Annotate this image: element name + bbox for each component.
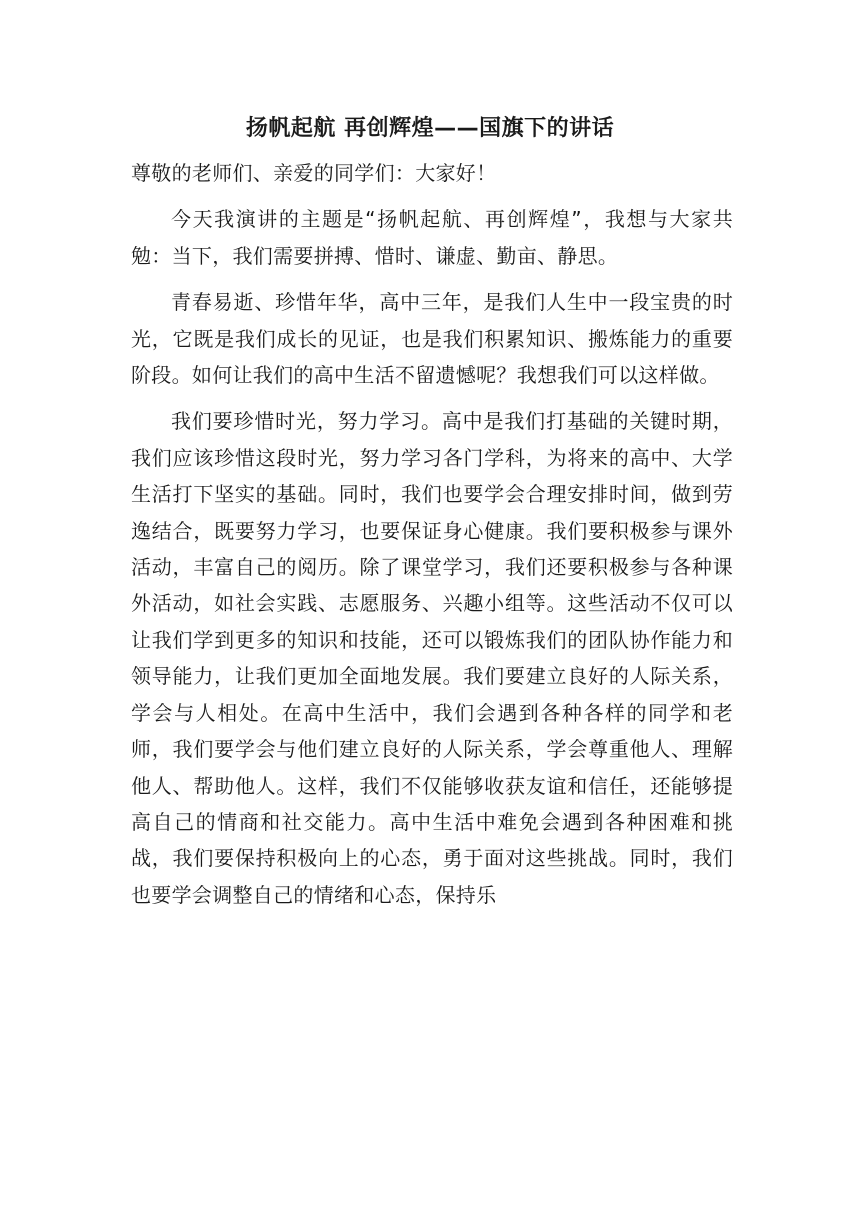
document-title: 扬帆起航 再创辉煌——国旗下的讲话 [245,116,615,141]
paragraph-3: 我们要珍惜时光，努力学习。高中是我们打基础的关键时期，我们应该珍惜这段时光，努力学习各门学科，为将来的高中、大学生活打下坚实的基础。同时，我们也要学会合理安排时间，做到劳逸结合，既要努力学习，也要保证身心健康。我们要积极参与课外活动，丰富自己的阅历。除了课堂学习，我们还要积极参与各种课外活动，如社会实践、志愿服务、兴趣小组等。这些活动不仅可以让我们学到更多的知识和技能，还可以锻炼我们的团队协作能力和领导能力，让我们更加全面地发展。我们要建立良好的人际关系，学会与人相处。在高中生活中，我们会遇到各种各样的同学和老师，我们要学会与他们建立良好的人际关系，学会尊重他人、理解他人、帮助他人。这样，我们不仅能够收获友谊和信任，还能够提高自己的情商和社交能力。高中生活中难免会遇到各种困难和挑战，我们要保持积极向上的心态，勇于面对这些挑战。同时，我们也要学会调整自己的情绪和心态，保持乐 [131,409,733,907]
greeting-line: 尊敬的老师们、亲爱的同学们：大家好！ [131,161,497,185]
paragraph-1: 今天我演讲的主题是“扬帆起航、再创辉煌”，我想与大家共勉：当下，我们需要拼搏、惜时、谦虚、勤亩、静思。 [131,207,733,268]
document-body [131,155,733,923]
paragraph-2: 青春易逝、珍惜年华，高中三年，是我们人生中一段宝贵的时光，它既是我们成长的见证，也是我们积累知识、搬炼能力的重要阶段。如何让我们的高中生活不留遗憾呢？我想我们可以这样做。 [131,290,733,388]
